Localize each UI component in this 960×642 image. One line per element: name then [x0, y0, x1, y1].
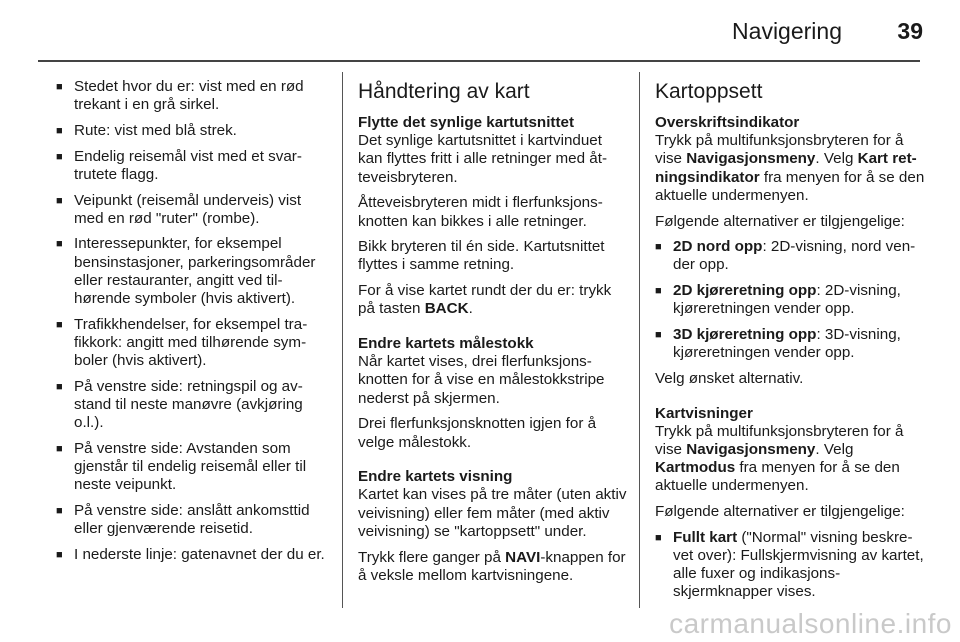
bullet-square-icon: ■ [56, 380, 63, 393]
column-1 [56, 78, 328, 572]
list-item [56, 235, 328, 308]
bullet-square-icon: ■ [655, 241, 662, 254]
watermark: carmanualsonline.info [669, 608, 952, 639]
subheading-heading-indicator: Overskriftsindikator [655, 114, 800, 131]
bullet-square-icon: ■ [56, 238, 63, 251]
list-item [56, 122, 328, 140]
section-heading-map-handling: Håndtering av kart [358, 80, 530, 103]
paragraph: Når kartet vises, drei flerfunksjonsknotten for å vise en målestokkstripe nederst på skjermen. [358, 353, 605, 407]
paragraph: Følgende alternativer er tilgjengelige: [655, 503, 905, 521]
paragraph: Følgende alternativer er tilgjengelige: [655, 212, 905, 230]
paragraph: Trykk flere ganger på NAVI-knappen for å veksle mellom kartvisningene. [358, 548, 626, 584]
subheading-map-view: Endre kartets visning [358, 468, 513, 486]
column-divider-2 [639, 72, 640, 608]
paragraph: Bikk bryteren til én side. Kartutsnittet flyttes i samme retning. [358, 238, 605, 274]
list-item-text: Endelig reisemål vist med et svartrutete flagg. [74, 147, 302, 183]
list-item [56, 502, 328, 538]
list-item-text: På venstre side: anslått ankomsttid eller gjenværende reisetid. [74, 502, 310, 538]
paragraph: Kartet kan vises på tre måter (uten aktiv veivisning) eller fem måter (med aktiv veivisning) se "kartoppsett" under. [358, 486, 627, 540]
column-3 [655, 80, 927, 609]
list-item [56, 192, 328, 228]
bullet-square-icon: ■ [655, 531, 662, 544]
bullet-square-icon: ■ [56, 548, 63, 561]
paragraph: Velg ønsket alternativ. [655, 369, 804, 387]
bullet-square-icon: ■ [56, 124, 63, 137]
list-item-text: Stedet hvor du er: vist med en rød trekant i en grå sirkel. [74, 78, 304, 114]
subheading-scale: Endre kartets målestokk [358, 335, 534, 353]
key-back: BACK [424, 300, 469, 318]
list-item: ■ 2D kjøreretning opp: 2D-visning, kjøreretningen vender opp. [655, 282, 901, 318]
bullet-square-icon: ■ [56, 81, 63, 93]
list-item-text: På venstre side: Avstanden som gjenstår til endelig reisemål eller til neste veipunkt. [74, 439, 307, 494]
list-item-text: Veipunkt (reisemål underveis) vist med en rød "ruter" (rombe). [74, 191, 302, 227]
key-navi: NAVI [505, 548, 541, 566]
paragraph: Trykk på multifunksjonsbryteren for å vise Navigasjonsmeny. Velg Kart retningsindikator fra menyen for å se den aktuelle undermenyen. [655, 132, 925, 204]
page-number: 39 [897, 18, 923, 44]
bullet-square-icon: ■ [56, 194, 63, 207]
bullet-square-icon: ■ [655, 329, 662, 342]
section-heading-map-setup: Kartoppsett [655, 80, 763, 103]
list-item: ■ 2D nord opp: 2D-visning, nord vender opp. [655, 238, 916, 274]
list-item: ■ 3D kjøreretning opp: 3D-visning, kjøreretningen vender opp. [655, 326, 901, 362]
bullet-square-icon: ■ [56, 318, 63, 331]
page-header [0, 0, 960, 62]
list-item [56, 78, 328, 114]
bullet-square-icon: ■ [56, 505, 63, 518]
paragraph: For å vise kartet rundt der du er: trykk på tasten BACK. [358, 282, 612, 318]
list-item [56, 546, 328, 564]
paragraph: Åtteveisbryteren midt i flerfunksjonsknotten kan bikkes i alle retninger. [358, 194, 603, 230]
list-item [56, 148, 328, 184]
paragraph: Det synlige kartutsnittet i kartvinduet kan flyttes fritt i alle retninger med åtteveisbryteren. [358, 132, 608, 186]
paragraph: Trykk på multifunksjonsbryteren for å vise Navigasjonsmeny. Velg Kartmodus fra menyen for å se den aktuelle undermenyen. [655, 422, 904, 495]
list-item-text: På venstre side: retningspil og avstand til neste manøvre (avkjøring o.l.). [74, 377, 303, 432]
bullet-square-icon: ■ [56, 150, 63, 163]
bullet-square-icon: ■ [56, 442, 63, 455]
page-title: Navigering [732, 18, 842, 44]
subheading-map-views: Kartvisninger [655, 404, 753, 422]
list-item [56, 378, 328, 433]
list-item [56, 440, 328, 495]
header-divider [38, 60, 920, 62]
column-divider-1 [342, 72, 343, 608]
paragraph: Drei flerfunksjonsknotten igjen for å velge målestokk. [358, 415, 597, 451]
list-item-text: I nederste linje: gatenavnet der du er. [74, 545, 325, 563]
list-item: ■ Fullt kart ("Normal" visning beskrevet over): Fullskjermvisning av kartet, alle fuxer og indikasjonsskjermknapper vises. [655, 528, 924, 601]
list-item [56, 316, 328, 371]
subheading-move-map: Flytte det synlige kartutsnittet [358, 114, 575, 131]
column-2 [358, 80, 630, 592]
list-item-text: Trafikkhendelser, for eksempel trafikkork: angitt med tilhørende symboler (hvis aktivert). [74, 315, 308, 370]
list-item-text: Rute: vist med blå strek. [74, 121, 237, 139]
bullet-square-icon: ■ [655, 285, 662, 298]
list-item-text: Interessepunkter, for eksempel bensinstasjoner, parkeringsområder eller restauranter, angitt ved tilhørende symboler (hvis aktivert). [74, 235, 316, 308]
